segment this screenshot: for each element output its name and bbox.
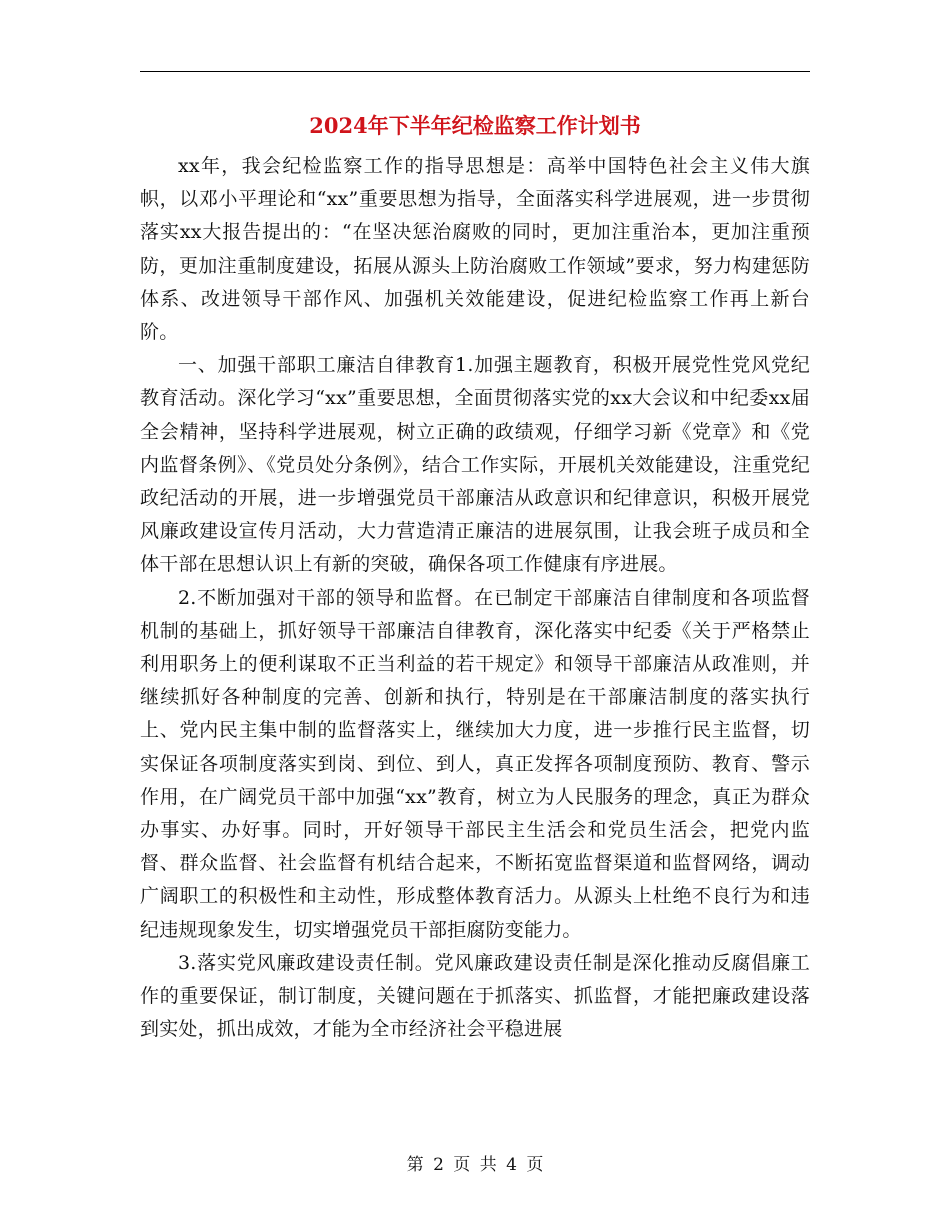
paragraph-responsibility-system: 3.落实党风廉政建设责任制。党风廉政建设责任制是深化推动反腐倡廉工作的重要保证，制订制度，关键问题在于抓落实、抓监督，才能把廉政建设落到实处，抓出成效，才能为全市经济社会平稳进展 <box>140 951 810 1041</box>
header-rule <box>140 71 810 72</box>
page-number-footer: 第 2 页 共 4 页 <box>406 1155 544 1175</box>
document-title: 2024年下半年纪检监察工作计划书 <box>309 113 641 138</box>
document-body <box>140 150 810 1046</box>
paragraph-leadership-supervision: 2.不断加强对干部的领导和监督。在已制定干部廉洁自律制度和各项监督机制的基础上，抓好领导干部廉洁自律教育，深化落实中纪委《关于严格禁止利用职务上的便利谋取不正当利益的若干规定》和领导干部廉洁从政准则，并继续抓好各种制度的完善、创新和执行，特别是在干部廉洁制度的落实执行上、党内民主集中制的监督落实上，继续加大力度，进一步推行民主监督，切实保证各项制度落实到岗、到位、到人，真正发挥各项制度预防、教育、警示作用，在广阔党员干部中加强“xx”教育，树立为人民服务的理念，真正为群众办事实、办好事。同时，开好领导干部民主生活会和党员生活会，把党内监督、群众监督、社会监督有机结合起来，不断拓宽监督渠道和监督网络，调动广阔职工的积极性和主动性，形成整体教育活力。从源头上杜绝不良行为和违纪违规现象发生，切实增强党员干部拒腐防变能力。 <box>140 586 810 941</box>
paragraph-integrity-education: 一、加强干部职工廉洁自律教育1.加强主题教育，积极开展党性党风党纪教育活动。深化学习“xx”重要思想，全面贯彻落实党的xx大会议和中纪委xx届全会精神，坚持科学进展观，树立正确的政绩观，仔细学习新《党章》和《党内监督条例》、《党员处分条例》，结合工作实际，开展机关效能建设，注重党纪政纪活动的开展，进一步增强党员干部廉洁从政意识和纪律意识，积极开展党风廉政建设宣传月活动，大力营造清正廉洁的进展氛围，让我会班子成员和全体干部在思想认识上有新的突破，确保各项工作健康有序进展。 <box>140 354 810 576</box>
paragraph-guiding-thought: xx年，我会纪检监察工作的指导思想是：高举中国特色社会主义伟大旗帜，以邓小平理论和“xx”重要思想为指导，全面落实科学进展观，进一步贯彻落实xx大报告提出的：“在坚决惩治腐败的同时，更加注重治本，更加注重预防，更加注重制度建设，拓展从源头上防治腐败工作领域”要求，努力构建惩防体系、改进领导干部作风、加强机关效能建设，促进纪检监察工作再上新台阶。 <box>140 155 810 344</box>
